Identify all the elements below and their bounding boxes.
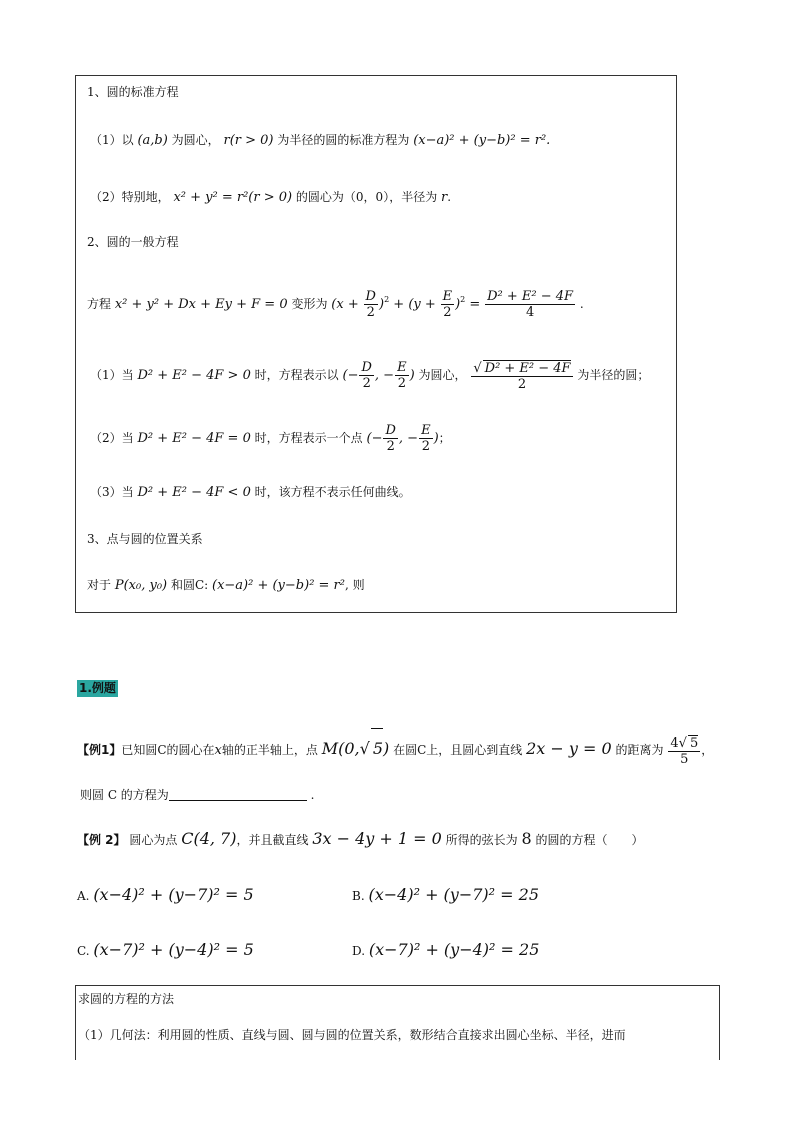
circle-c-equation: (x−a)² + (y−b)² = r²: [212, 578, 345, 593]
case-zero: （2）当 D² + E² − 4F = 0 时，方程表示一个点 (− $\frac{D}{2}$ , − $\frac{E}{2}$ )；: [90, 423, 451, 454]
text: 的距离为: [615, 743, 664, 757]
method-geometric: （1）几何法：利用圆的性质、直线与圆、圆与圆的位置关系，数形结合直接求出圆心坐标、半径，进而: [78, 1028, 626, 1042]
point-M: M(0,: [321, 739, 360, 758]
option-B[interactable]: [352, 887, 539, 904]
section-title-point-circle: 3、点与圆的位置关系: [87, 532, 203, 546]
chord-length: 8: [521, 829, 532, 848]
text: 圆心为点: [129, 833, 178, 847]
option-label: A.: [77, 889, 90, 903]
standard-equation: (x−a)² + (y−b)² = r².: [413, 133, 551, 148]
section-heading-examples: 1.例题: [79, 681, 116, 695]
example-1-answer-line: [80, 787, 314, 803]
fraction-E-over-2: $\frac{E}{2}$: [442, 289, 453, 320]
condition-zero: D² + E² − 4F = 0: [137, 431, 251, 446]
option-A[interactable]: [77, 887, 254, 904]
fraction-neg-D-over-2: $\frac{D}{2}$: [385, 423, 396, 454]
text: 的圆心为（0，0），半径为: [295, 190, 438, 204]
answer-blank[interactable]: [169, 788, 307, 801]
case-positive: （1）当 D² + E² − 4F > 0 时，方程表示以 (− $\frac{D}{2}$ , − $\frac{E}{2}$ ) 为圆心， $\frac{\text{√ D² + E² − 4F}}{2}$ 为半径的圆；: [90, 360, 650, 392]
example-2-tag: 【例 2】: [77, 833, 126, 847]
text: 为半径的圆；: [577, 368, 650, 382]
text: 轴的正半轴上，点: [221, 743, 318, 757]
fraction-neg-E-over-2: $\frac{E}{2}$: [421, 423, 431, 454]
x-symbol: x: [214, 743, 222, 758]
text: ；: [438, 431, 451, 445]
example-1-question: 【例1】已知圆C的圆心在x轴的正半轴上，点 M(0,√ 5) 在圆C上，且圆心到直线 2x − y = 0 的距离为 $\frac{4√ 5}{5}$ ，: [77, 728, 713, 771]
text: （2）特别地，: [90, 190, 170, 204]
special-case-statement: [90, 189, 451, 206]
point-circle-statement: [87, 577, 365, 594]
example-2-question: [77, 831, 644, 848]
text: （1）当: [90, 368, 134, 382]
option-equation: (x−7)² + (y−4)² = 5: [93, 940, 254, 959]
option-label: C.: [77, 944, 90, 958]
text: （2）当: [90, 431, 134, 445]
center-expr: (a,b): [137, 133, 168, 148]
text: （1）以: [90, 133, 134, 147]
fraction-D-over-2: $\frac{D}{2}$: [365, 289, 376, 320]
point-expr: P(x₀, y₀): [114, 578, 168, 593]
text: 方程: [87, 297, 112, 311]
text: 为半径的圆的标准方程为: [277, 133, 410, 147]
section-title-general-equation: 2、圆的一般方程: [87, 235, 179, 249]
text: , 则: [344, 578, 365, 592]
sqrt-5: 5: [371, 728, 383, 769]
line-equation: 3x − 4y + 1 = 0: [312, 829, 442, 848]
option-equation: (x−4)² + (y−7)² = 25: [368, 885, 540, 904]
text: 时，方程表示一个点: [254, 431, 363, 445]
text: 已知圆C的圆心在: [121, 743, 215, 757]
option-D[interactable]: [352, 942, 539, 959]
text: 为圆心，: [418, 368, 467, 382]
center-C: C(4, 7): [181, 829, 237, 848]
text: 时，方程表示以: [254, 368, 339, 382]
method-title: 求圆的方程的方法: [78, 992, 175, 1006]
distance-fraction: $\frac{4√ 5}{5}$: [670, 735, 699, 767]
section-title-standard-equation: 1、圆的标准方程: [87, 85, 179, 99]
text: 变形为: [291, 297, 328, 311]
text: ，并且截直线: [236, 833, 309, 847]
fraction-neg-D-over-2: $\frac{D}{2}$: [361, 360, 372, 391]
option-label: D.: [352, 944, 366, 958]
condition-negative: D² + E² − 4F < 0: [137, 485, 251, 500]
line-equation: 2x − y = 0: [526, 739, 612, 758]
text: （3）当: [90, 485, 134, 499]
case-negative: [90, 484, 411, 501]
option-label: B.: [352, 889, 365, 903]
text: 为圆心，: [171, 133, 220, 147]
general-equation-transform: 方程 x² + y² + Dx + Ey + F = 0 变形为 (x + $\frac{D}{2}$ )$^2$ + (y + $\frac{E}{2}$ )$^2$ = $\frac{\text{D² + E² − 4F}}{4}$ .: [87, 289, 584, 320]
condition-positive: D² + E² − 4F > 0: [137, 368, 251, 383]
example-1-tag: 【例1】: [77, 743, 122, 757]
text: .: [579, 297, 584, 311]
text: 对于: [87, 578, 112, 592]
fraction-radius-sqrt: $\frac{\text{√ D² + E² − 4F}}{2}$: [473, 360, 571, 392]
text: 在圆C上，且圆心到直线: [393, 743, 523, 757]
origin-circle-equation: x² + y² = r²(r > 0): [173, 190, 293, 205]
text: ，: [701, 743, 714, 757]
text: 则圆 C 的方程为: [80, 788, 169, 802]
text: .: [447, 190, 452, 204]
radius-expr: r(r > 0): [223, 133, 274, 148]
text: 的圆的方程（ ）: [535, 833, 644, 847]
text: .: [310, 788, 315, 802]
option-C[interactable]: [77, 942, 254, 959]
general-equation: x² + y² + Dx + Ey + F = 0: [114, 297, 288, 312]
text: 所得的弦长为: [445, 833, 518, 847]
radius-symbol: r: [441, 190, 448, 205]
option-equation: (x−7)² + (y−4)² = 25: [368, 940, 540, 959]
fraction-neg-E-over-2: $\frac{E}{2}$: [397, 360, 407, 391]
standard-equation-statement: [90, 132, 550, 149]
option-equation: (x−4)² + (y−7)² = 5: [93, 885, 254, 904]
fraction-rhs: $\frac{\text{D² + E² − 4F}}{4}$: [487, 289, 574, 320]
text: 和圆C:: [170, 578, 209, 592]
text: 时，该方程不表示任何曲线。: [254, 485, 411, 499]
